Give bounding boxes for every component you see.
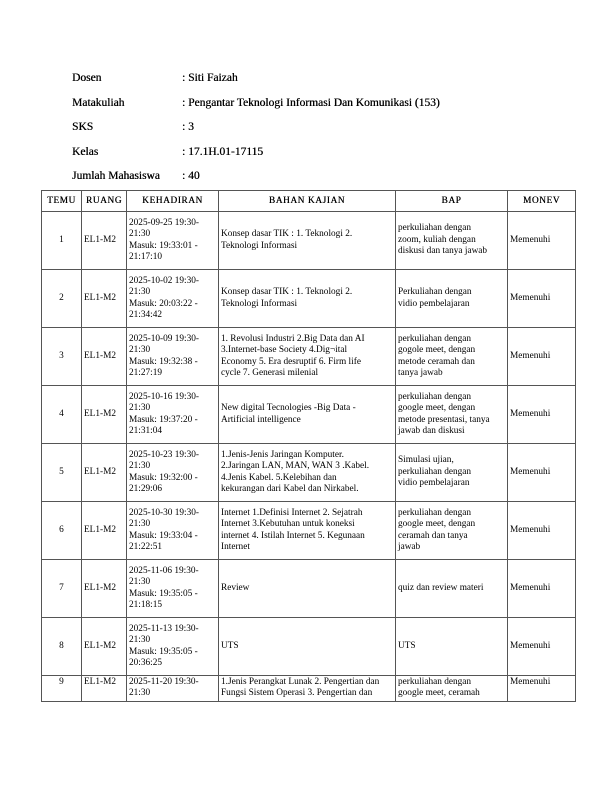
table-row [42, 676, 576, 702]
cell-ruang: EL1-M2 [82, 676, 127, 702]
table-row [42, 560, 576, 618]
cell-temu: 5 [42, 444, 82, 502]
cell-kehadiran: 2025-10-02 19:30- 21:30 Masuk: 20:03:22 - 21:34:42 [127, 270, 219, 328]
table-row [42, 386, 576, 444]
cell-temu: 1 [42, 212, 82, 270]
info-value: : Pengantar Teknologi Informasi Dan Komunikasi (153) [182, 96, 440, 109]
cell-kehadiran: 2025-11-20 19:30- 21:30 [127, 676, 219, 702]
cell-temu: 9 [42, 676, 82, 702]
cell-monev: Memenuhi [508, 444, 576, 502]
info-row-matakuliah [72, 95, 552, 120]
cell-temu: 3 [42, 328, 82, 386]
cell-bap: quiz dan review materi [396, 560, 508, 618]
cell-temu: 7 [42, 560, 82, 618]
info-row-dosen [72, 70, 552, 95]
info-label: Dosen [72, 72, 102, 84]
cell-ruang: EL1-M2 [82, 386, 127, 444]
cell-kehadiran: 2025-11-13 19:30- 21:30 Masuk: 19:35:05 - 20:36:25 [127, 618, 219, 676]
cell-kehadiran: 2025-09-25 19:30- 21:30 Masuk: 19:33:01 - 21:17:10 [127, 212, 219, 270]
cell-bap: perkuliahan dengan google meet, dengan metode presentasi, tanya jawab dan diskusi [396, 386, 508, 444]
cell-bahan-kajian: Konsep dasar TIK : 1. Teknologi 2. Teknologi Informasi [219, 270, 396, 328]
cell-ruang: EL1-M2 [82, 270, 127, 328]
cell-monev: Memenuhi [508, 618, 576, 676]
cell-kehadiran: 2025-10-30 19:30- 21:30 Masuk: 19:33:04 - 21:22:51 [127, 502, 219, 560]
header-monev: MONEV [508, 191, 576, 212]
info-label: Jumlah Mahasiswa [72, 170, 160, 182]
cell-monev: Memenuhi [508, 270, 576, 328]
info-row-jumlah-mahasiswa [72, 168, 552, 193]
info-label: Matakuliah [72, 96, 125, 109]
cell-ruang: EL1-M2 [82, 618, 127, 676]
cell-ruang: EL1-M2 [82, 212, 127, 270]
header-bahan-kajian: BAHAN KAJIAN [219, 191, 396, 212]
header-bap: BAP [396, 191, 508, 212]
cell-monev: Memenuhi [508, 502, 576, 560]
cell-bahan-kajian: 1. Revolusi Industri 2.Big Data dan AI 3.Internet-base Society 4.Dig¬ital Economy 5. Era desruptif 6. Firm life cycle 7. Generasi milenial [219, 328, 396, 386]
table-row [42, 444, 576, 502]
cell-monev: Memenuhi [508, 386, 576, 444]
info-label: Kelas [72, 145, 99, 158]
cell-ruang: EL1-M2 [82, 444, 127, 502]
attendance-table [41, 190, 576, 702]
cell-ruang: EL1-M2 [82, 328, 127, 386]
cell-temu: 4 [42, 386, 82, 444]
table-row [42, 502, 576, 560]
cell-bahan-kajian: 1.Jenis Perangkat Lunak 2. Pengertian dan Fungsi Sistem Operasi 3. Pengertian dan [219, 676, 396, 702]
cell-bahan-kajian: UTS [219, 618, 396, 676]
cell-temu: 8 [42, 618, 82, 676]
info-row-kelas [72, 144, 552, 169]
cell-kehadiran: 2025-10-23 19:30- 21:30 Masuk: 19:32:00 - 21:29:06 [127, 444, 219, 502]
cell-bap: Perkuliahan dengan vidio pembelajaran [396, 270, 508, 328]
table-row [42, 618, 576, 676]
header-ruang: RUANG [82, 191, 127, 212]
cell-ruang: EL1-M2 [82, 502, 127, 560]
cell-bahan-kajian: Internet 1.Definisi Internet 2. Sejatrah Internet 3.Kebutuhan untuk koneksi internet 4. Istilah Internet 5. Kegunaan Internet [219, 502, 396, 560]
cell-temu: 6 [42, 502, 82, 560]
cell-monev: Memenuhi [508, 560, 576, 618]
info-value: : 40 [182, 170, 200, 182]
cell-temu: 2 [42, 270, 82, 328]
cell-monev: Memenuhi [508, 212, 576, 270]
table-header-row [42, 191, 576, 212]
cell-kehadiran: 2025-10-09 19:30- 21:30 Masuk: 19:32:38 - 21:27:19 [127, 328, 219, 386]
cell-bap: perkuliahan dengan zoom, kuliah dengan diskusi dan tanya jawab [396, 212, 508, 270]
cell-kehadiran: 2025-10-16 19:30- 21:30 Masuk: 19:37:20 - 21:31:04 [127, 386, 219, 444]
info-label: SKS [72, 121, 94, 133]
cell-kehadiran: 2025-11-06 19:30- 21:30 Masuk: 19:35:05 - 21:18:15 [127, 560, 219, 618]
info-value: : 17.1H.01-17115 [182, 145, 264, 158]
cell-bap: perkuliahan dengan google meet, dengan ceramah dan tanya jawab [396, 502, 508, 560]
info-value: : 3 [182, 121, 194, 133]
table-row [42, 328, 576, 386]
cell-bahan-kajian: Review [219, 560, 396, 618]
cell-bahan-kajian: Konsep dasar TIK : 1. Teknologi 2. Teknologi Informasi [219, 212, 396, 270]
cell-bahan-kajian: 1.Jenis-Jenis Jaringan Komputer. 2.Jaringan LAN, MAN, WAN 3 .Kabel. 4.Jenis Kabel. 5.Kelebihan dan kekurangan dari Kabel dan Nirkabel. [219, 444, 396, 502]
header-temu: TEMU [42, 191, 82, 212]
course-info [72, 70, 552, 193]
cell-monev: Memenuhi [508, 328, 576, 386]
cell-bahan-kajian: New digital Tecnologies -Big Data - Artificial intelligence [219, 386, 396, 444]
cell-bap: perkuliahan dengan google meet, ceramah [396, 676, 508, 702]
table-row [42, 212, 576, 270]
table-row [42, 270, 576, 328]
cell-bap: UTS [396, 618, 508, 676]
cell-bap: Simulasi ujian, perkuliahan dengan vidio pembelajaran [396, 444, 508, 502]
header-kehadiran: KEHADIRAN [127, 191, 219, 212]
info-row-sks [72, 119, 552, 144]
info-value: : Siti Faizah [182, 72, 238, 84]
cell-ruang: EL1-M2 [82, 560, 127, 618]
cell-bap: perkuliahan dengan gogole meet, dengan metode ceramah dan tanya jawab [396, 328, 508, 386]
cell-monev: Memenuhi [508, 676, 576, 702]
